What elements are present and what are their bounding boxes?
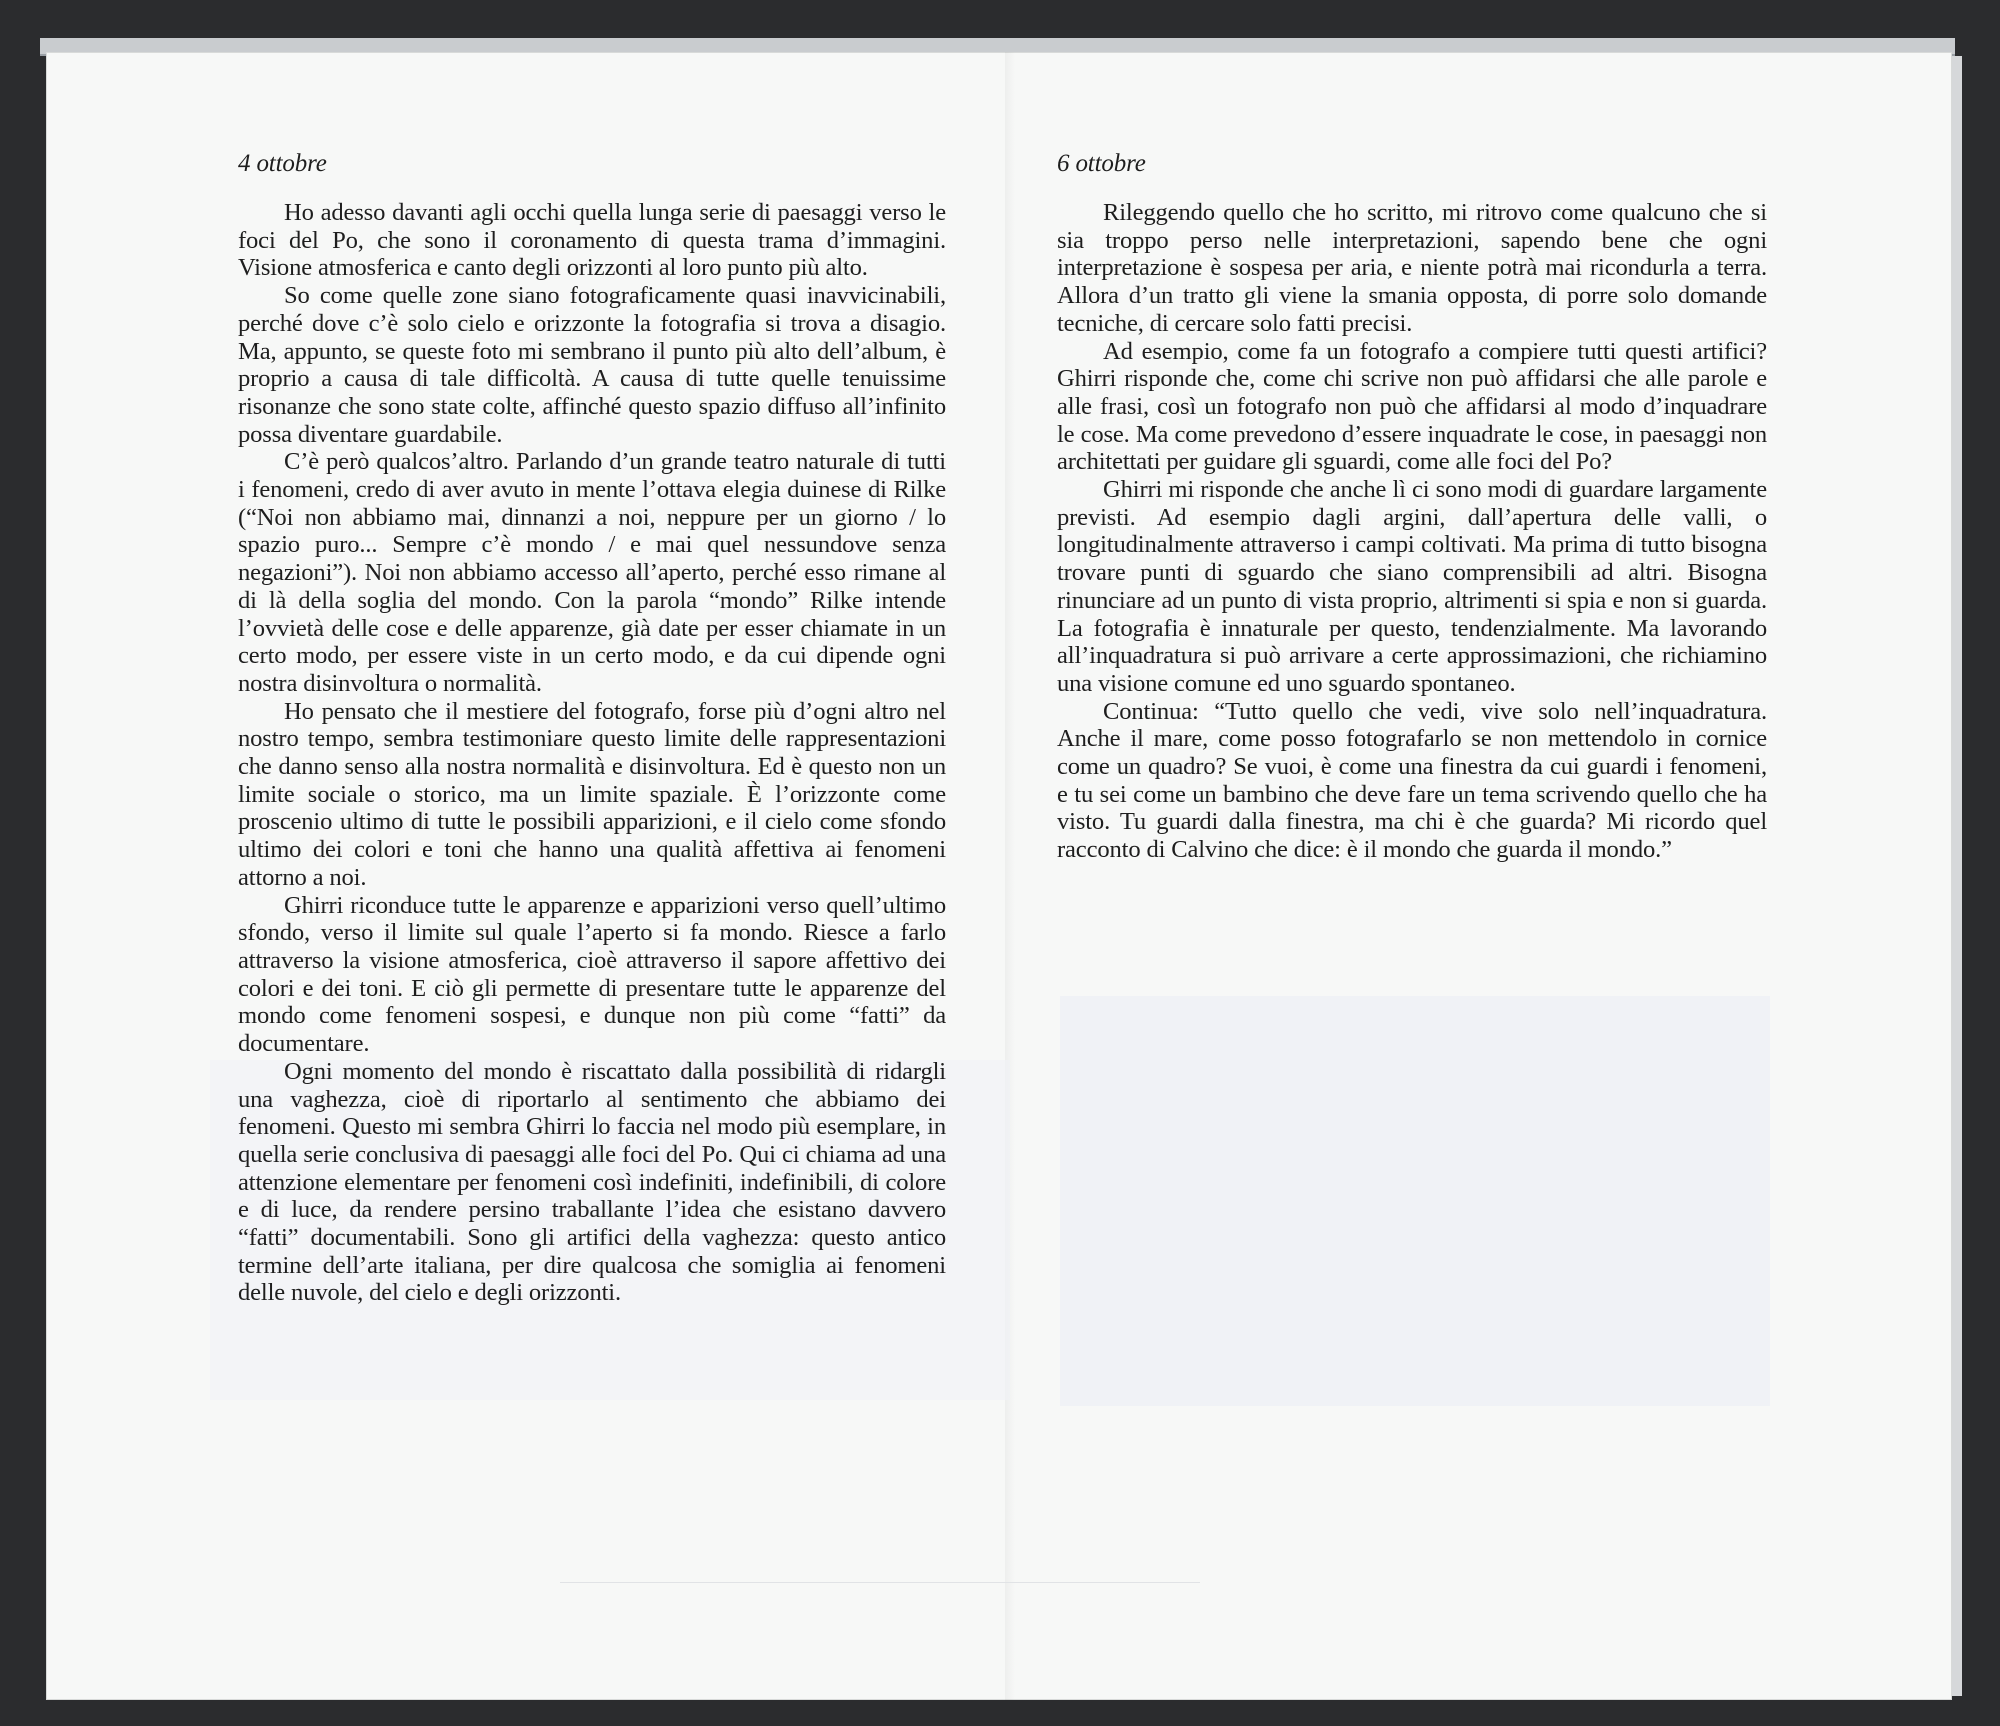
right-paragraph: Ghirri mi risponde che anche lì ci sono modi di guardare largamente previsti. Ad esempio dagli argini, dall’apertura delle valli, o longitudinalmente attraverso i campi coltivati. Ma prima di tutto bisogna trovare punti di sguardo che siano comprensibili ad altri. Bisogna rinunciare ad un punto di vista proprio, altrimenti si spia e non si guarda. La fotografia è innaturale per questo, tendenzialmente. Ma lavorando all’inquadratura si può arrivare a certe approssimazioni, che richiamino una visione comune ed uno sguardo spontaneo.: [1057, 476, 1767, 697]
right-page-date: 6 ottobre: [1057, 150, 1146, 177]
left-paragraph: C’è però qualcos’altro. Parlando d’un grande teatro naturale di tutti i fenomeni, credo di aver avuto in mente l’ottava elegia duinese di Rilke (“Noi non abbiamo mai, dinnanzi a noi, neppure per un giorno / lo spazio puro... Sempre c’è mondo / e mai quel nessundove senza negazioni”). Noi non abbiamo accesso all’aperto, perché esso rimane al di là della soglia del mondo. Con la parola “mondo” Rilke intende l’ovvietà delle cose e delle apparenze, già date per esser chiamate in un certo modo, per essere viste in un certo modo, e da cui dipende ogni nostra disinvoltura o normalità.: [238, 448, 946, 697]
left-paragraph: So come quelle zone siano fotograficamente quasi inavvicinabili, perché dove c’è solo cielo e orizzonte la fotografia si trova a disagio. Ma, appunto, se queste foto mi sembrano il punto più alto dell’album, è proprio a causa di tale difficoltà. A causa di tutte quelle tenuissime risonanze che sono state colte, affinché questo spazio diffuso all’infinito possa diventare guardabile.: [238, 282, 946, 448]
left-page-text: [238, 150, 946, 1307]
left-paragraph: Ho pensato che il mestiere del fotografo, forse più d’ogni altro nel nostro tempo, sembra testimoniare questo limite delle rappresentazioni che danno senso alla nostra normalità e disinvoltura. Ed è questo non un limite sociale o storico, ma un limite spaziale. È l’orizzonte come proscenio ultimo di tutte le possibili apparizioni, e il cielo come sfondo ultimo dei colori e toni che hanno una qualità affettiva ai fenomeni attorno a noi.: [238, 697, 946, 891]
right-paragraph: Continua: “Tutto quello che vedi, vive solo nell’inquadratura. Anche il mare, come posso fotografarlo se non mettendolo in cornice come un quadro? Se vuoi, è come una finestra da cui guardi i fenomeni, e tu sei come un bambino che deve fare un tema scrivendo quello che ha visto. Tu guardi dalla finestra, ma chi è che guarda? Mi ricordo quel racconto di Calvino che dice: è il mondo che guarda il mondo.”: [1057, 697, 1767, 864]
right-paragraph: Ad esempio, come fa un fotografo a compiere tutti questi artifici? Ghirri risponde che, come chi scrive non può affidarsi che alle parole e alle frasi, così un fotografo non può che affidarsi al modo d’inquadrare le cose. Ma come prevedono d’essere inquadrate le cose, in paesaggi non architettati per guidare gli sguardi, come alle foci del Po?: [1057, 337, 1767, 476]
right-paragraph: Rileggendo quello che ho scritto, mi ritrovo come qualcuno che si sia troppo perso nelle interpretazioni, sapendo bene che ogni interpretazione è sospesa per aria, e niente potrà mai ricondurla a terra. Allora d’un tratto gli viene la smania opposta, di porre solo domande tecniche, di cercare solo fatti precisi.: [1057, 199, 1767, 337]
show-through-right: [1060, 996, 1770, 1406]
left-paragraph: Ho adesso davanti agli occhi quella lunga serie di paesaggi verso le foci del Po, che sono il coronamento di questa trama d’immagini. Visione atmosferica e canto degli orizzonti al loro punto più alto.: [238, 199, 946, 282]
book-spine: [1005, 52, 1015, 1700]
right-page-text: [1057, 150, 1767, 864]
left-paragraph: Ogni momento del mondo è riscattato dalla possibilità di ridargli una vaghezza, cioè di riportarlo al sentimento che abbiamo dei fenomeni. Questo mi sembra Ghirri lo faccia nel modo più esemplare, in quella serie conclusiva di paesaggi alle foci del Po. Qui ci chiama ad una attenzione elementare per fenomeni così indefiniti, indefinibili, di colore e di luce, da rendere persino traballante l’idea che esistano davvero “fatti” documentabili. Sono gli artifici della vaghezza: questo antico termine dell’arte italiana, per dire qualcosa che somiglia ai fenomeni delle nuvole, del cielo e degli orizzonti.: [238, 1057, 946, 1307]
page-edge: [1952, 56, 1962, 1696]
left-page-date: 4 ottobre: [238, 150, 327, 177]
show-through-footer: [560, 1582, 1200, 1589]
left-paragraph: Ghirri riconduce tutte le apparenze e apparizioni verso quell’ultimo sfondo, verso il limite sul quale l’aperto si fa mondo. Riesce a farlo attraverso la visione atmosferica, cioè attraverso il sapore affettivo dei colori e dei toni. E ciò gli permette di presentare tutte le apparenze del mondo come fenomeni sospesi, e dunque non più come “fatti” da documentare.: [238, 891, 946, 1058]
